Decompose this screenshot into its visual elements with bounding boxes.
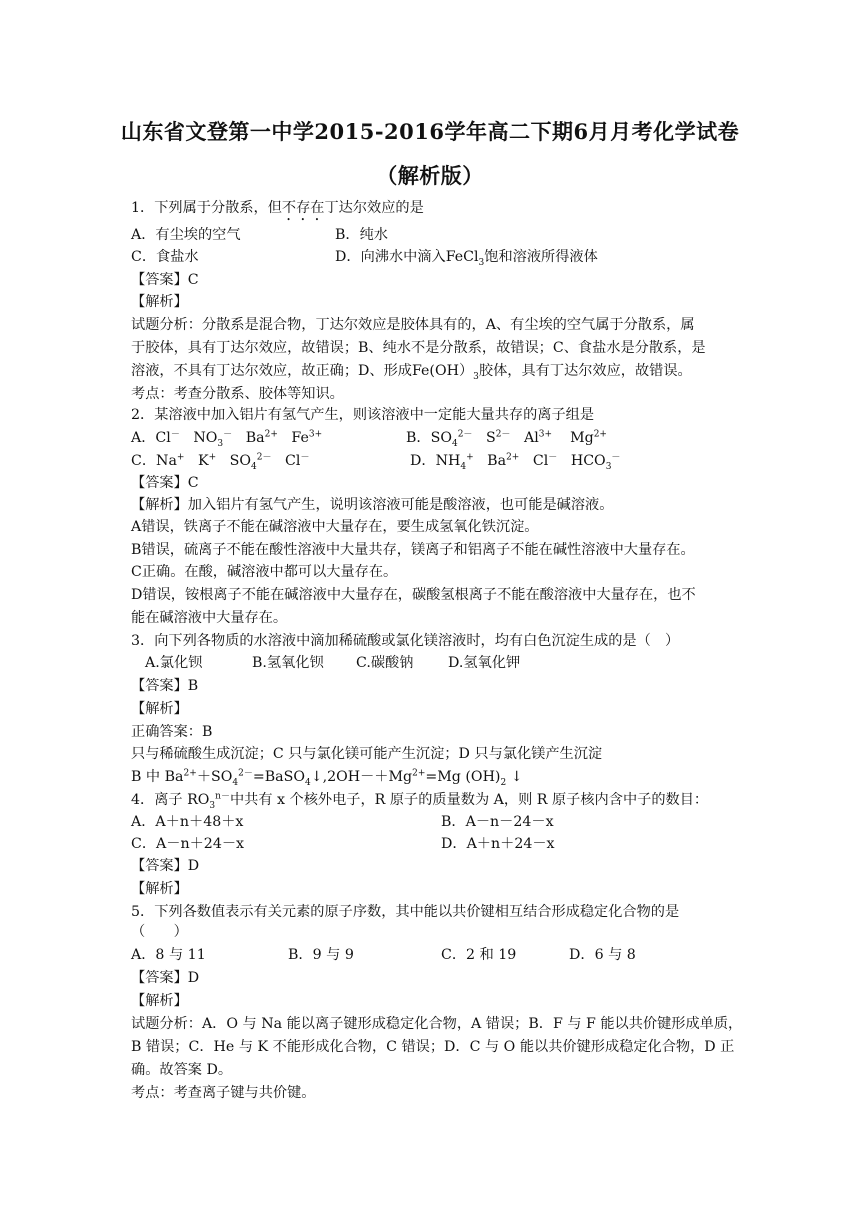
q3-option-d: D.氢氧化钾 xyxy=(448,655,521,671)
q3-analysis-head: 【解析】 xyxy=(131,701,188,717)
q3-equation: B 中 $Ba^{2+}+SO_4^{2-}=BaSO_4↓,2OH-+Mg^{2+}=Mg$ $(OH)_2$ ↓ xyxy=(131,768,523,788)
q1-option-d: D．向沸水中滴入FeCl$_3$饱和溶液所得液体 xyxy=(335,249,598,268)
q5-option-b: B．9 与 9 xyxy=(288,947,354,963)
q5-option-c: C．2 和 19 xyxy=(441,947,517,963)
q2-analysis-line: 能在碱溶液中大量存在。 xyxy=(131,610,288,626)
q4-stem: 4．离子 $RO_3^{n-}$中共有 x 个核外电子，R 原子的质量数为 A，则 R 原子核内含中子的数目： xyxy=(131,791,709,811)
q5-point: 考点：考查离子键与共价键。 xyxy=(131,1085,316,1101)
q1-emphasis: 不存在 xyxy=(281,200,325,216)
q1-point: 考点：考查分散系、胶体等知识。 xyxy=(131,386,344,402)
q1-option-b: B．纯水 xyxy=(335,227,388,243)
q2-option-a: A．Cl－ $NO_3^-$ $Ba^{2+}$ $Fe^{3+}$ xyxy=(131,429,323,449)
q5-analysis-line: 确。故答案 D。 xyxy=(131,1062,233,1078)
q1-analysis-line: 溶液，不具有丁达尔效应，故正确；D、形成$Fe(OH)_3$胶体，具有丁达尔效应，故错误。 xyxy=(131,363,692,382)
q2-analysis-line: C正确。在酸，碱溶液中都可以大量存在。 xyxy=(131,564,398,580)
document-subtitle: （解析版） xyxy=(376,163,484,188)
q1-analysis-line: 试题分析：分散系是混合物，丁达尔效应是胶体具有的，A、有尘埃的空气属于分散系，属 xyxy=(131,317,695,333)
q2-option-c: C．Na+ K+ $SO_4^{2-}$ Cl－ xyxy=(131,452,310,472)
q5-paren: （ ） xyxy=(131,924,188,940)
q3-analysis-line: 正确答案：B xyxy=(131,724,213,740)
q4-analysis-head: 【解析】 xyxy=(131,881,188,897)
q3-option-b: B.氢氧化钡 xyxy=(252,655,324,671)
q2-stem: 2．某溶液中加入铝片有氢气产生，则该溶液中一定能大量共存的离子组是 xyxy=(131,407,595,423)
q2-analysis-line: A错误，铁离子不能在碱溶液中大量存在，要生成氢氧化铁沉淀。 xyxy=(131,519,539,535)
q1-option-c: C．食盐水 xyxy=(131,249,199,265)
q4-answer: 【答案】D xyxy=(131,858,200,874)
q2-analysis-line: B错误，硫离子不能在酸性溶液中大量共存，镁离子和铝离子不能在碱性溶液中大量存在。 xyxy=(131,542,695,558)
q4-option-d: D．A＋n＋24－x xyxy=(441,836,555,852)
q4-option-c: C．A－n＋24－x xyxy=(131,836,245,852)
q5-analysis-line: 试题分析：A．O 与 Na 能以离子键形成稳定化合物，A 错误；B．F 与 F 能以共价键形成单质， xyxy=(131,1016,743,1032)
q5-analysis-line: B 错误；C．He 与 K 不能形成化合物，C 错误；D．C 与 O 能以共价键形成稳定化合物，D 正 xyxy=(131,1039,735,1055)
q3-option-c: C.碳酸钠 xyxy=(356,655,414,671)
q1-stem: 1．下列属于分散系，但不存在丁达尔效应的是 xyxy=(131,200,424,216)
q3-stem: 3．向下列各物质的水溶液中滴加稀硫酸或氯化镁溶液时，均有白色沉淀生成的是（ ） xyxy=(131,633,680,649)
q3-analysis-line: 只与稀硫酸生成沉淀；C 只与氯化镁可能产生沉淀；D 只与氯化镁产生沉淀 xyxy=(131,746,603,762)
q2-option-d: D．$NH_4^+$ $Ba^{2+}$ Cl－ $HCO_3^-$ xyxy=(410,452,621,472)
q1-analysis-line: 于胶体，具有丁达尔效应，故错误；B、纯水不是分散系，故错误；C、食盐水是分散系，是 xyxy=(131,340,706,356)
document-title: 山东省文登第一中学2015-2016学年高二下期6月月考化学试卷 xyxy=(120,119,740,144)
q4-option-b: B．A－n－24－x xyxy=(441,814,554,830)
q1-option-a: A．有尘埃的空气 xyxy=(131,227,241,243)
q1-answer: 【答案】C xyxy=(131,272,199,288)
q2-option-b: B．$SO_4^{2-}$ $S^{2-}$ $Al^{3+}$ $Mg^{2+}$ xyxy=(406,429,607,449)
q2-analysis: 【解析】加入铝片有氢气产生，说明该溶液可能是酸溶液，也可能是碱溶液。 xyxy=(131,497,614,513)
q2-analysis-line: D错误，铵根离子不能在碱溶液中大量存在，碳酸氢根离子不能在酸溶液中大量存在，也不 xyxy=(131,587,696,603)
q3-answer: 【答案】B xyxy=(131,678,199,694)
q1-analysis-head: 【解析】 xyxy=(131,294,188,310)
q5-option-d: D．6 与 8 xyxy=(569,947,636,963)
q4-option-a: A．A＋n＋48＋x xyxy=(131,814,244,830)
q5-answer: 【答案】D xyxy=(131,970,200,986)
q5-analysis-head: 【解析】 xyxy=(131,993,188,1009)
q5-option-a: A．8 与 11 xyxy=(131,947,206,963)
q2-answer: 【答案】C xyxy=(131,475,199,491)
q3-option-a: A.氯化钡 xyxy=(145,655,203,671)
q5-stem: 5．下列各数值表示有关元素的原子序数，其中能以共价键相互结合形成稳定化合物的是 xyxy=(131,904,680,920)
